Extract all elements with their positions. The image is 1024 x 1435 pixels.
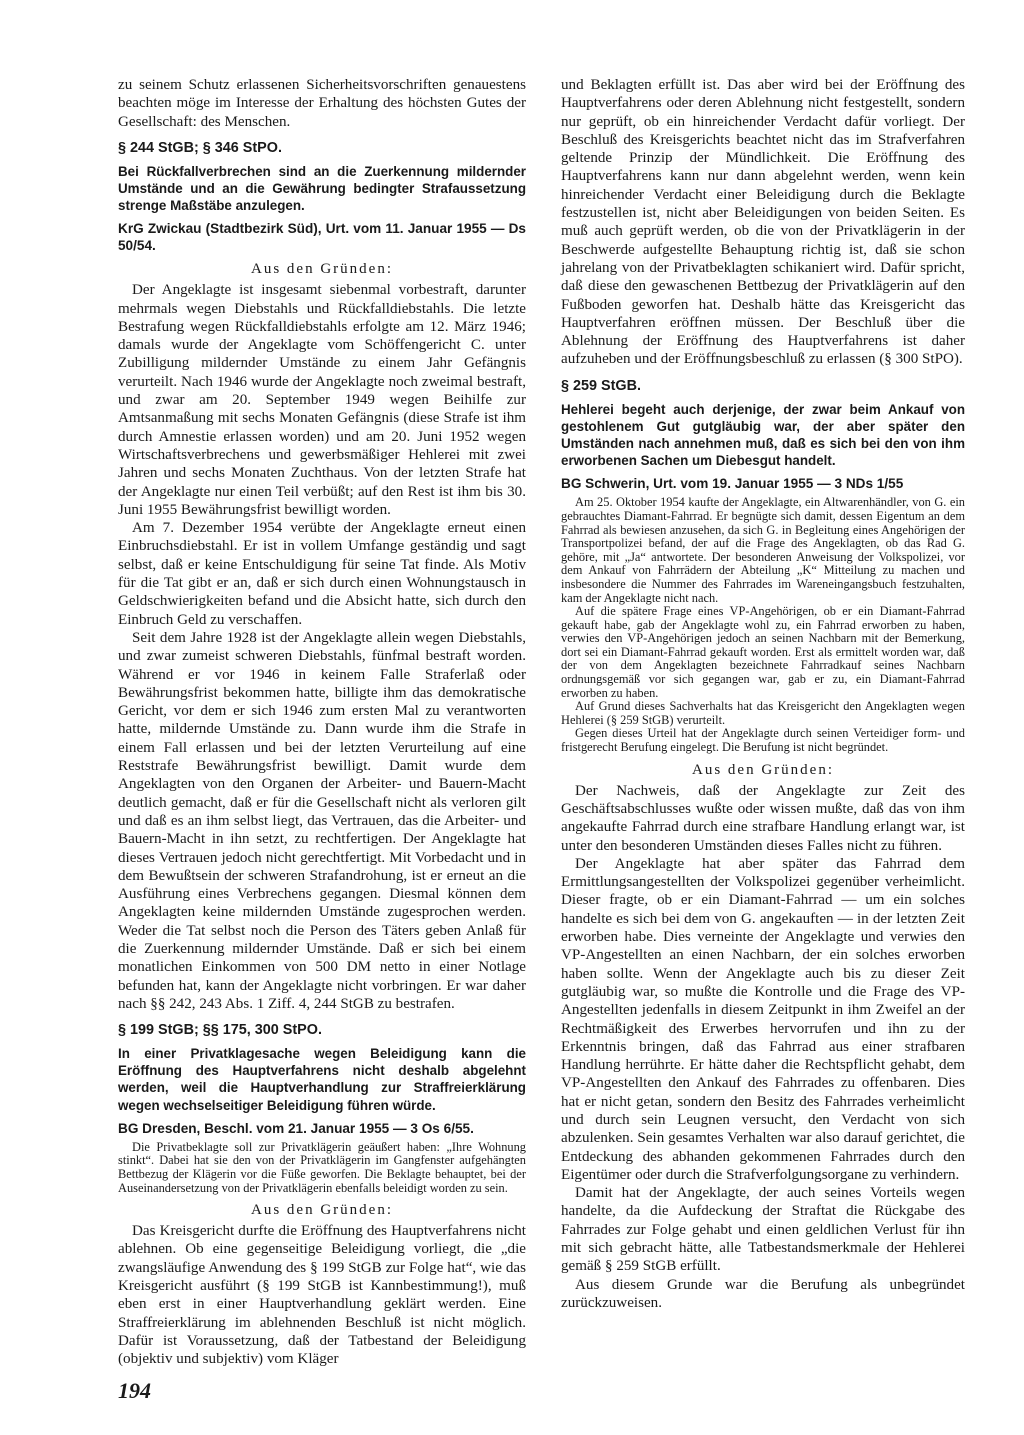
case3-court: BG Schwerin, Urt. vom 19. Januar 1955 — 3 NDs 1/55 [561,476,904,492]
case2-reasons-heading: Aus den Gründen: [251,1202,393,1219]
case1-court: KrG Zwickau (Stadtbezirk Süd), Urt. vom 11. Januar 1955 — Ds 50/54. [118,221,526,254]
page-number: 194 [118,1378,151,1403]
case1-statute: § 244 StGB; § 346 StPO. [118,139,282,156]
case3-reasons-heading: Aus den Gründen: [692,761,834,778]
case2-court: BG Dresden, Beschl. vom 21. Januar 1955 — 3 Os 6/55. [118,1120,474,1136]
case1-reasons-heading: Aus den Gründen: [251,261,393,278]
case3-facts-4: Gegen dieses Urteil hat der Angeklagte durch seinen Verteidiger form- und fristgerecht Berufung eingelegt. Die Berufung ist nicht begründet. [561,726,965,755]
case2-facts: Die Privatbeklagte soll zur Privatklägerin geäußert haben: „Ihre Wohnung stinkt“. Dabei hat sie den von der Privatklägerin im Gangfenster aufgehängten Bettbezug der Klägerin vor die Füße geworfen. Die Beklagte behauptet, bei der Auseinandersetzung von der Privatklägerin ebenfalls beleidigt worden zu sein. [118,1139,526,1195]
case2-statute: § 199 StGB; §§ 175, 300 StPO. [118,1022,322,1039]
case1-paragraph-2: Am 7. Dezember 1954 verübte der Angeklagte erneut einen Einbruchsdiebstahl. Er ist in vollem Umfange geständig und sagt selbst, daß er keine Entschuldigung für seine Tat finde. Als Motiv für die Tat gibt er an, daß er sich durch einen Wohnungstausch in Geldschwierigkeiten befand und die Absicht hatte, sich durch den Einbruch Geld zu verschaffen. [118,520,526,628]
right-column [561,76,965,1312]
case3-paragraph-2: Der Angeklagte hat aber später das Fahrrad dem Ermittlungsangestellten der Volkspolizei gegenüber verheimlicht. Dieser fragte, ob er ein Diamant-Fahrrad — um ein solches handelte es sich bei dem von G. angekauften — in der letzten Zeit erworben habe. Dies verneinte der Angeklagte und verwies den VP-Angestellten an einen Nachbarn, der ein solches erworben haben sollte. Wenn der Angeklagte auch bis zu dieser Zeit gutgläubig war, so mußte die Kontrolle und die Frage des VP-Angestellten jedenfalls in diesem Zeitpunkt in ihm Zweifel an der Rechtmäßigkeit des Erwerbes hervorrufen und ihn zu der Erkenntnis bringen, daß das Fahrrad aus einer strafbaren Handlung herrührte. Er hätte daher die Rechtspflicht gehabt, dem VP-Angestellten den Ankauf des Fahrrades zu offenbaren. Dies hat er nicht getan, sondern den Besitz des Fahrrades verheimlicht und durch sein Leugnen versucht, den Verdacht von sich abzulenken. Sein gesamtes Verhalten war also darauf gerichtet, die Entdeckung des abhanden gekommenen Fahrrades durch den Eigentümer oder durch die Strafverfolgungsorgane zu verhindern. [561,855,965,1183]
case2-paragraph-1: Das Kreisgericht durfte die Eröffnung des Hauptverfahrens nicht ablehnen. Ob eine gegenseitige Beleidigung vorliegt, die „die zwangsläufige Anwendung des § 199 StGB zur Folge hat“, wie das Kreisgericht ausführt (§ 199 StGB ist Kannbestimmung!), muß eben erst in einer Hauptverhandlung geklärt werden. Eine Straffreierklärung im ablehnenden Beschluß ist nicht möglich. Dafür ist Voraussetzung, daß der Tatbestand der Beleidigung (objektiv und subjektiv) vom Kläger [118,1223,526,1368]
case3-lead: Hehlerei begeht auch derjenige, der zwar beim Ankauf von gestohlenem Gut gutgläubig war, der aber später den Umständen nach annehmen muß, daß es sich bei den von ihm erworbenen Sachen um Diebesgut handelt. [561,401,965,469]
case3-facts-1: Am 25. Oktober 1954 kaufte der Angeklagte, ein Altwarenhändler, von G. ein gebrauchtes Diamant-Fahrrad. Er begnügte sich damit, dessen Eigentum an dem Fahrrad als bewiesen anzusehen, da sich G. in Begleitung eines Angehörigen der Transportpolizei befand, der auf die Frage des Angeklagten, ob das Rad G. gehöre, mit „Ja“ antwortete. Der besonderen Anweisung der Volkspolizei, vor dem Ankauf von Fahrrädern der Abteilung „K“ Mitteilung zu machen und insbesondere die Nummer des Fahrrades im Wareneingangsbuch festzuhalten, kam der Angeklagte nicht nach. [561,495,965,605]
case1-paragraph-1: Der Angeklagte ist insgesamt siebenmal vorbestraft, darunter mehrmals wegen Diebstahls und Rückfalldiebstahls. Die letzte Bestrafung wegen Rückfalldiebstahls erfolgte am 12. März 1946; damals wurde der Angeklagte vom Schöffengericht C. unter Zubilligung mildernder Umstände zu einem Jahr Gefängnis verurteilt. Nach 1946 wurde der Angeklagte noch zweimal bestraft, und zwar am 20. September 1949 wegen Beihilfe zur Amtsanmaßung mit sechs Monaten Gefängnis (diese Strafe ist ihm durch Amnestie erlassen worden) und am 20. Juni 1952 wegen Wirtschaftsverbrechens und gewerbsmäßiger Hehlerei mit zwei Jahren und sechs Monaten Zuchthaus. Von der letzten Strafe hat der Angeklagte nur einen Teil verbüßt; auf den Rest ist ihm bis 30. Juni 1955 Bewährungsfrist bewilligt worden. [118,282,526,518]
case1-paragraph-3: Seit dem Jahre 1928 ist der Angeklagte allein wegen Diebstahls, und zwar zumeist schweren Diebstahls, fünfmal bestraft worden. Während er vor 1946 in keinem Falle Straferlaß oder Bewährungsfrist bekommen hatte, billigte ihm das demokratische Gericht, vor dem er sich 1946 zum ersten Mal zu verantworten hatte, mildernde Umstände zu. Dann wurde ihm die Strafe in einem Fall erlassen und bei der letzten Verurteilung auf eine Reststrafe Bewährungsfrist bewilligt. Damit wurde dem Angeklagten von den Organen der Arbeiter- und Bauern-Macht deutlich gemacht, daß er für die Gesellschaft nicht als verloren gilt und daß es an ihm selbst liegt, das Vertrauen, das die Arbeiter- und Bauern-Macht in ihn setzt, zu rechtfertigen. Der Angeklagte hat dieses Vertrauen jedoch nicht gerechtfertigt. Mit Vorbedacht und in dem Bewußtsein der schweren Strafandrohung, ist er erneut an die Ausführung eines Verbrechens gegangen. Diesmal können dem Angeklagten keine mildernden Umstände zugesprochen werden. Weder die Tat selbst noch die Person des Täters geben Anlaß für die Zuerkennung mildernder Umstände. Daß er sich bei einem monatlichen Einkommen von 500 DM netto in einer Notlage befunden hat, kann der Angeklagte nicht vorbringen. Er war daher nach §§ 242, 243 Abs. 1 Ziff. 4, 244 StGB zu bestrafen. [118,629,526,1012]
case1-lead: Bei Rückfallverbrechen sind an die Zuerkennung mildernder Umstände und an die Gewährung bedingter Strafaussetzung strenge Maßstäbe anzulegen. [118,163,526,214]
intro-paragraph: zu seinem Schutz erlassenen Sicherheitsvorschriften genauestens beachten möge im Interesse der Erhaltung des höchsten Gutes der Gesellschaft: des Menschen. [118,77,526,130]
case3-paragraph-3: Damit hat der Angeklagte, der auch seines Vorteils wegen handelte, da die Aufdeckung der Straftat die Rückgabe des Fahrrades zur Folge gehabt und einen geldlichen Verlust für ihn mit sich gebracht hätte, alle Tatbestandsmerkmale der Hehlerei gemäß § 259 StGB erfüllt. [561,1185,965,1275]
case3-paragraph-1: Der Nachweis, daß der Angeklagte zur Zeit des Geschäftsabschlusses wußte oder wissen mußte, daß das von ihm angekaufte Fahrrad durch eine strafbare Handlung erlangt war, ist unter den besonderen Umständen dieses Falles nicht zu führen. [561,782,965,854]
case2-continuation: und Beklagten erfüllt ist. Das aber wird bei der Eröffnung des Hauptverfahrens oder deren Ablehnung nicht festgestellt, sondern nur geprüft, ob ein hinreichender Verdacht dafür vorliegt. Der Beschluß des Kreisgerichts beachtet nicht das im Strafverfahren geltende Prinzip der Mündlichkeit. Die Eröffnung des Hauptverfahrens kann nur dann abgelehnt werden, wenn kein hinreichender Verdacht einer Beleidigung durch die Beklagte festzustellen ist, nicht aber Beleidigungen von beiden Seiten. Es muß auch geprüft werden, ob die von der Privatklägerin in der Beschwerde aufgestellte Behauptung richtig ist, daß sie schon jahrelang von der Privatbeklagten schikaniert wird. Dafür spricht, daß diese den gewaschenen Bettbezug der Privatklägerin auf den Fußboden geworfen hat. Deshalb hätte das Kreisgericht das Hauptverfahren eröffnen müssen. Der Beschluß über die Ablehnung der Eröffnung des Hauptverfahrens ist daher aufzuheben und der Eröffnungsbeschluß zu erlassen (§ 300 StPO). [561,77,965,368]
case2-lead: In einer Privatklagesache wegen Beleidigung kann die Eröffnung des Hauptverfahrens nicht deshalb abgelehnt werden, weil die Hauptverhandlung zur Straffreierklärung wegen wechselseitiger Beleidigung führen würde. [118,1045,526,1113]
case3-statute: § 259 StGB. [561,377,641,394]
case3-facts-3: Auf Grund dieses Sachverhalts hat das Kreisgericht den Angeklagten wegen Hehlerei (§ 259 StGB) verurteilt. [561,699,965,727]
left-column [118,76,526,1369]
case3-facts-2: Auf die spätere Frage eines VP-Angehörigen, ob er ein Diamant-Fahrrad gekauft habe, gab der Angeklagte wohl zu, ein Fahrrad erworben zu haben, verwies den VP-Angehörigen jedoch an seinen Nachbarn mit der Bemerkung, dort sei ein Diamant-Fahrrad gekauft worden. Erst als ermittelt worden war, daß der von dem Angeklagten bezeichnete Fahrradkauf seines Nachbarn ordnungsgemäß vor sich gegangen war, gab er zu, ein Diamant-Fahrrad erworben zu haben. [561,604,965,700]
case3-paragraph-4: Aus diesem Grunde war die Berufung als unbegründet zurückzuweisen. [561,1276,965,1311]
